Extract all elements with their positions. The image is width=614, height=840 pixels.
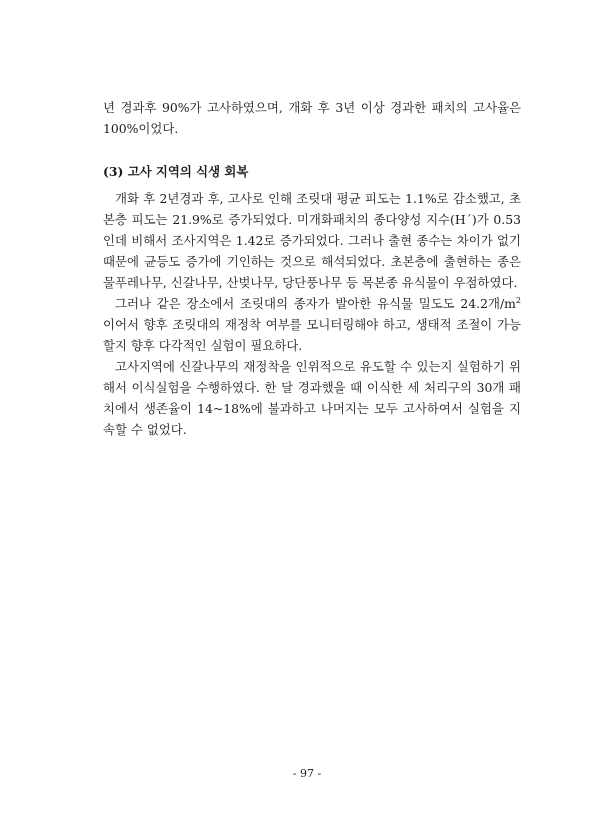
- square-meter-superscript: 2: [515, 295, 521, 305]
- page-number: - 97 -: [292, 767, 322, 780]
- section-heading: (3) 고사 지역의 식생 회복: [103, 164, 249, 179]
- paragraph-transplant-experiment: 고사지역에 신갈나무의 재정착을 인위적으로 유도할 수 있는지 실험하기 위해서 이식실험을 수행하였다. 한 달 경과했을 때 이식한 세 처리구의 30개 패치에서 생존율이 14~18%에 불과하고 나머지는 모두 고사하여서 실험을 지속할 수 없었다.: [103, 359, 521, 437]
- intro-paragraph: 년 경과후 90%가 고사하였으며, 개화 후 3년 이상 경과한 패치의 고사율은 100%이었다.: [103, 100, 521, 136]
- seedling-density-text-start: 그러나 같은 장소에서 조릿대의 종자가 발아한 유식물 밀도도 24.2개/m: [115, 296, 516, 311]
- document-body: [103, 97, 521, 440]
- seedling-density-text-end: 이어서 향후 조릿대의 재정착 여부를 모니터링해야 하고, 생태적 조절이 가능할지 향후 다각적인 실험이 필요하다.: [103, 317, 521, 353]
- paragraph-seedling-density: [103, 293, 521, 356]
- paragraph-vegetation-recovery: 개화 후 2년경과 후, 고사로 인해 조릿대 평균 피도는 1.1%로 감소했고, 초본층 피도는 21.9%로 증가되었다. 미개화패치의 종다양성 지수(H΄)가 0.53인데 비해서 조사지역은 1.42로 증가되었다. 그러나 출현 종수는 차이가 없기 때문에 균등도 증가에 기인하는 것으로 해석되었다. 초본층에 출현하는 종은 물푸레나무, 신갈나무, 산벚나무, 당단풍나무 등 목본종 유식물이 우점하였다.: [103, 191, 521, 290]
